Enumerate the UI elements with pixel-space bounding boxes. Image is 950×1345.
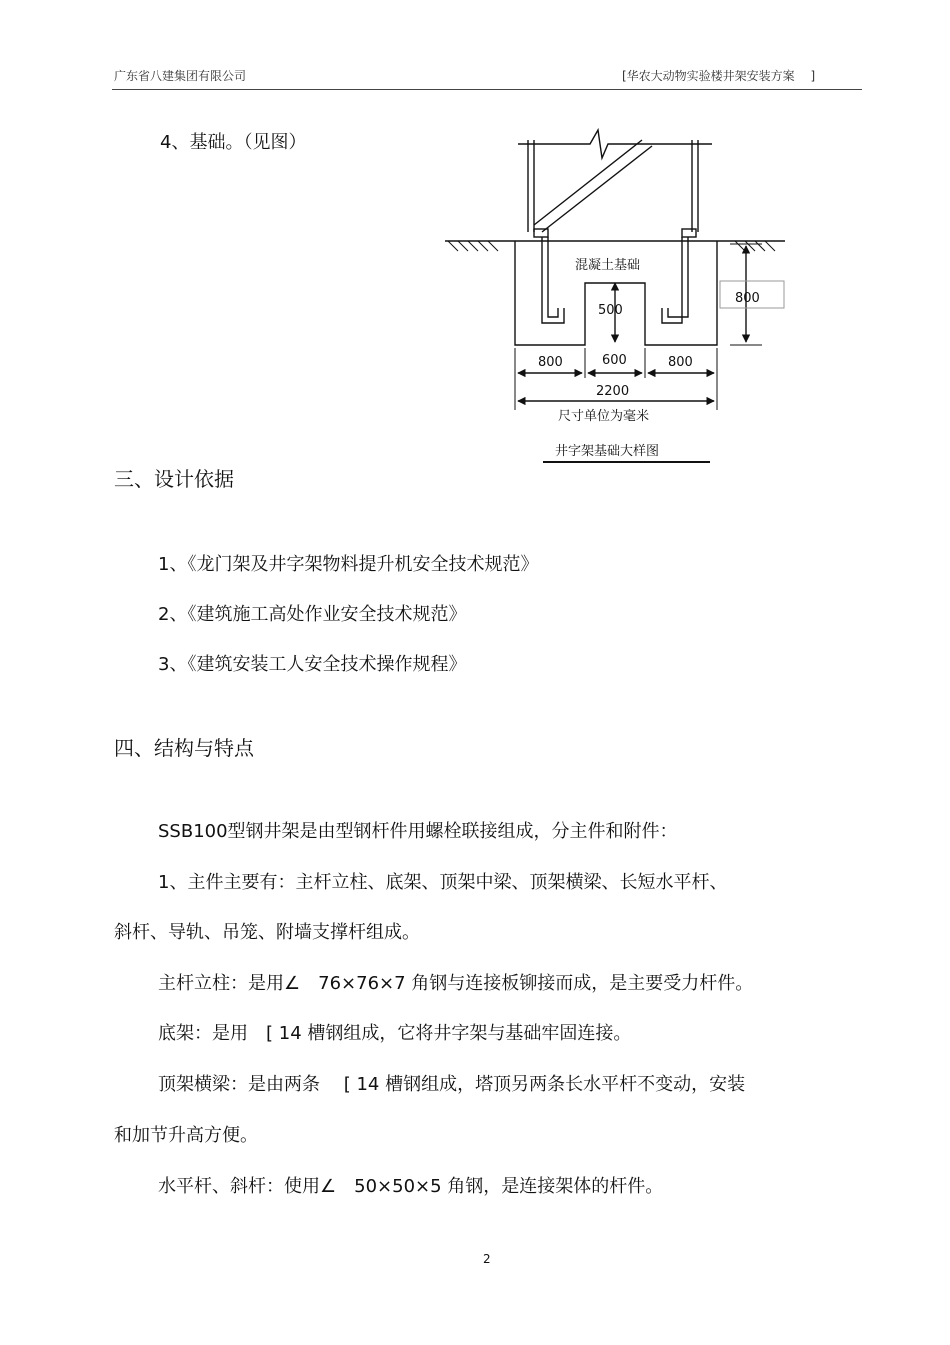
header-title: [华农大动物实验楼井架安装方案 ] [622, 69, 816, 83]
dim-500-label: 500 [598, 303, 623, 318]
anchor-bolt-left-inner [548, 237, 558, 317]
reference-item-3: 3、《建筑安装工人安全技术操作规程》 [158, 654, 467, 675]
main-columns [528, 140, 698, 232]
reference-item-2: 2、《建筑施工高处作业安全技术规范》 [158, 604, 467, 625]
figure-caption: 井字架基础大样图 [555, 444, 660, 459]
break-mark [518, 130, 712, 158]
header-divider [112, 89, 862, 90]
base-plate-right [682, 229, 696, 237]
top-beam-line-2: 和加节升高方便。 [114, 1125, 258, 1146]
section-3-title: 三、设计依据 [114, 467, 234, 491]
anchor-bolt-right-inner [668, 237, 688, 317]
unit-note: 尺寸单位为毫米 [558, 409, 650, 424]
dim-800-right-label: 800 [735, 291, 760, 306]
concrete-foundation-outline [515, 241, 717, 345]
ground-hatching [448, 241, 775, 251]
main-column-description: 主杆立柱：是用∠ 76×76×7 角钢与连接板铆接而成，是主要受力杆件。 [158, 973, 754, 994]
dim-600-label: 600 [602, 353, 627, 368]
dim-800-mid-label: 800 [668, 355, 693, 370]
main-parts-line-2: 斜杆、导轨、吊笼、附墙支撑杆组成。 [114, 922, 420, 943]
foundation-detail-drawing [430, 120, 810, 470]
diagonal-brace [534, 140, 652, 232]
item-4-foundation: 4、基础。（见图） [160, 132, 307, 153]
anchor-bolt-right [662, 237, 682, 323]
reference-item-1: 1、《龙门架及井字架物料提升机安全技术规范》 [158, 554, 539, 575]
page-number: 2 [483, 1252, 491, 1266]
header-company: 广东省八建集团有限公司 [114, 69, 247, 83]
base-plate-left [534, 229, 548, 237]
dim-800-left-label: 800 [538, 355, 563, 370]
anchor-bolt-left [542, 237, 564, 323]
section-4-title: 四、结构与特点 [114, 736, 254, 760]
base-frame-description: 底架：是用 [ 14 槽钢组成，它将井字架与基础牢固连接。 [158, 1023, 632, 1044]
concrete-foundation-label: 混凝土基础 [575, 258, 641, 273]
top-beam-line-1: 顶架横梁：是由两条 [ 14 槽钢组成，塔顶另两条长水平杆不变动，安装 [158, 1074, 746, 1095]
bars-description: 水平杆、斜杆：使用∠ 50×50×5 角钢，是连接架体的杆件。 [158, 1176, 664, 1197]
main-parts-line-1: 1、主件主要有：主杆立柱、底架、顶架中梁、顶架横梁、长短水平杆、 [158, 872, 728, 893]
dim-2200-label: 2200 [596, 384, 630, 399]
structure-intro: SSB100型钢井架是由型钢杆件用螺栓联接组成，分主件和附件： [158, 821, 678, 842]
